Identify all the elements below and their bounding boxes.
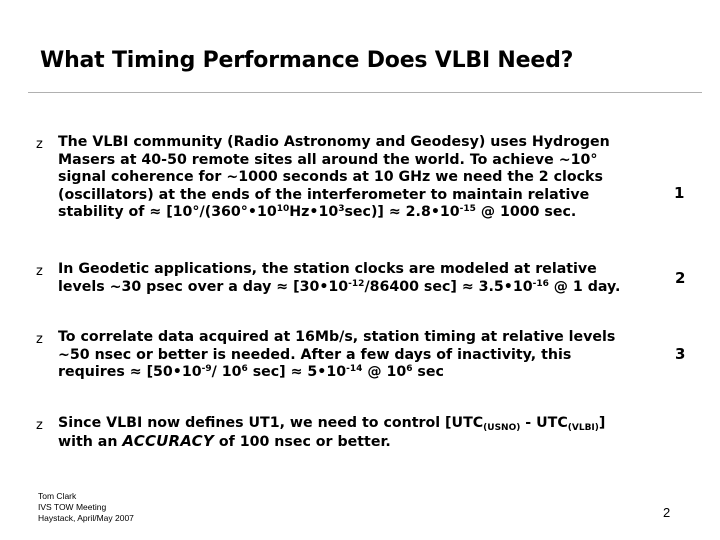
- slide-footer: [38, 491, 134, 524]
- page-number: 2: [663, 505, 671, 520]
- bullet-1: [58, 134, 658, 222]
- bullet-1-line-4: (oscillators) at the ends of the interferometer to maintain relative: [58, 186, 590, 203]
- bullet-1-line-3: signal coherence for ~1000 seconds at 10 GHz we need the 2 clocks: [58, 169, 603, 185]
- bullet-1-line-2: Masers at 40-50 remote sites all around the world. To achieve ~10°: [58, 151, 598, 168]
- footer-location-date: Haystack, April/May 2007: [38, 513, 134, 523]
- bullet-3-number: 3: [675, 345, 686, 363]
- bullet-1-line-1: The VLBI community (Radio Astronomy and Geodesy) uses Hydrogen: [58, 134, 610, 150]
- bullet-marker-icon: z: [36, 332, 43, 347]
- accuracy-emphasis: ACCURACY: [122, 431, 214, 450]
- bullet-3-line-2: ~50 nsec or better is needed. After a few days of inactivity, this: [58, 346, 572, 363]
- bullet-4: [58, 415, 698, 451]
- footer-author: Tom Clark: [38, 491, 77, 501]
- bullet-marker-icon: z: [36, 264, 43, 279]
- bullet-3: [58, 329, 658, 382]
- bullet-marker-icon: z: [36, 137, 43, 152]
- title-divider: [28, 92, 702, 93]
- bullet-2-line-1: In Geodetic applications, the station clocks are modeled at relative: [58, 261, 597, 277]
- bullet-1-number: 1: [674, 184, 685, 202]
- bullet-2-formula: levels ~30 psec over a day ≈ [$30•10^{-12}/86400$ $\sec] \approx 3.5•10^{-16}$ @ 1 day.: [58, 278, 621, 295]
- bullet-marker-icon: z: [36, 418, 43, 433]
- bullet-2-number: 2: [675, 269, 686, 287]
- bullet-3-line-1: To correlate data acquired at 16Mb/s, station timing at relative levels: [58, 329, 616, 345]
- bullet-3-formula: requires ≈ [$50•10^{-9}/$ $10^6$ $\sec] \approx 5•10^{-14}$ @ $10^6$ sec: [58, 364, 444, 380]
- bullet-4-line-2: with an ACCURACY of 100 nsec or better.: [58, 431, 391, 450]
- slide-title: What Timing Performance Does VLBI Need?: [40, 48, 574, 73]
- bullet-2: [58, 261, 658, 296]
- bullet-4-formula: Since VLBI now defines UT1, we need to control $[UTC_{(USNO)} - UTC_{(VLBI)}]$: [58, 415, 606, 433]
- footer-event: IVS TOW Meeting: [38, 502, 107, 512]
- bullet-1-formula: stability of ≈ $[10^\circ/(360^\circ•10^{10}Hz•10^3\sec)]$ ≈ $2.8•10^{-15}$ @ 1000 sec.: [58, 204, 577, 220]
